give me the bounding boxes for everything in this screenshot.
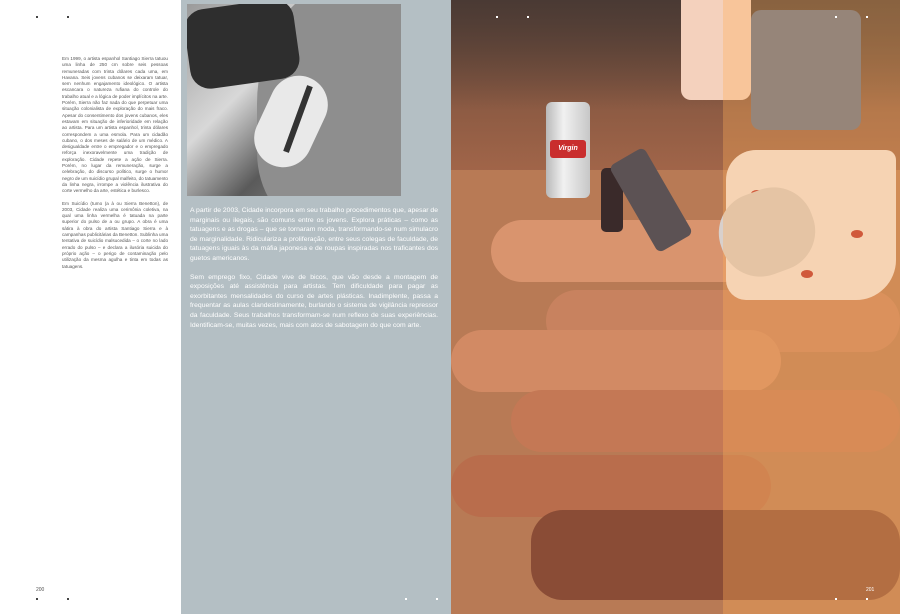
crop-mark (835, 598, 837, 600)
crop-mark (36, 598, 38, 600)
main-paragraph-1: A partir de 2003, Cidade incorpora em seu trabalho procedimentos que, apesar de marginais ou ilegais, são comuns entre os jovens. Explora práticas – como as tatuagens e as drogas – que se tornaram moda, transformando-se num simulacro de marginalidade. Ridiculariza a proliferação, entre seus colegas de faculdade, de tatuagens iguais às da máfia japonesa e de roupas inspiradas nos traficantes dos guetos americanos. (190, 207, 438, 262)
narrow-paragraph-1: Em 1999, o artista espanhol Santiago Sierra tatuou uma linha de 250 cm sobre seis pessoas remuneradas com trinta dólares cada uma, em Havana. Seis jovens cubanos se deixaram tatuar, sem nenhum engajamento ideológico. O artista escancara o natureza rufiana do controle do trabalho atual e a lógica de poder implícitos na arte. Porém, Sierra não faz nada do que perpetuar uma situação colonialista de exploração do mais fraco. Apesar do consentimento dos jovens cubanos, eles estavam em situação de inferioridade em relação ao artista. Para um artista espanhol, trinta dólares correspondem a uma esmola. Para um cidadão cubano, o dos meses de salário de um médico. A desigualdade entre o empregador e o empregado reforça inexoravelmente uma tradição de exploração. Cidade repete a ação de Sierra. Porém, no lugar da remuneração, surge a celebração, do discurso político, surge o humor negro de um suicídio grupal malfeito, do tatuamento da linha negra, irrompe a violência ilustrativa do corte vermelho da arte, estética e burlesco. (62, 56, 168, 194)
narrow-text-column (62, 56, 168, 276)
crop-mark (436, 598, 438, 600)
crop-mark (36, 16, 38, 18)
tattoo-arms-photo (451, 0, 900, 614)
page-number-left: 200 (36, 587, 45, 593)
right-page (451, 0, 900, 614)
crop-mark (67, 598, 69, 600)
main-paragraph-2: Sem emprego fixo, Cidade vive de bicos, que vão desde a montagem de exposições até assistência para artistas. Tem dificuldade para pagar as exorbitantes mensalidades do curso de artes plásticas. Inadimplente, passa a frequentar as aulas clandestinamente, burlando o sistema de vigilância repressor da faculdade. Seus trabalhos transformam-se num reflexo de suas experiências. Identificam-se, muitas vezes, mais com atos de sabotagem do que com arte. (190, 273, 438, 329)
page-number-right: 201 (866, 587, 875, 593)
main-text-column (190, 206, 438, 339)
crop-mark (866, 16, 868, 18)
can-label-text: Virgin (558, 145, 578, 152)
crop-mark (527, 16, 529, 18)
crop-mark (405, 598, 407, 600)
crop-mark (496, 16, 498, 18)
narrow-paragraph-2: Em Suicídio (tumo (a à ou Sierra Benetton), de 2003, Cidade realiza uma cerimônia coletiva, na qual uma linha vermelha é tatuada na parte superior do pulso de a ou grupo. A obra é uma sátira à obra do artista Santiago Sierra e à campanhas publicitárias da Benetton. Sublinha uma tentativa de suicídio malsucedida – o corte no lado errado do pulso – e declara a ilusória suicida do próprio ação – o perigo de contaminação pelo utilização da mesma agulha e tinta em todas as tatuagens. (62, 200, 168, 269)
crop-mark (67, 16, 69, 18)
crop-mark (835, 16, 837, 18)
black-and-white-photo (187, 4, 401, 196)
orange-overlay (723, 0, 900, 614)
photo-can-label (550, 140, 586, 158)
crop-mark (866, 598, 868, 600)
